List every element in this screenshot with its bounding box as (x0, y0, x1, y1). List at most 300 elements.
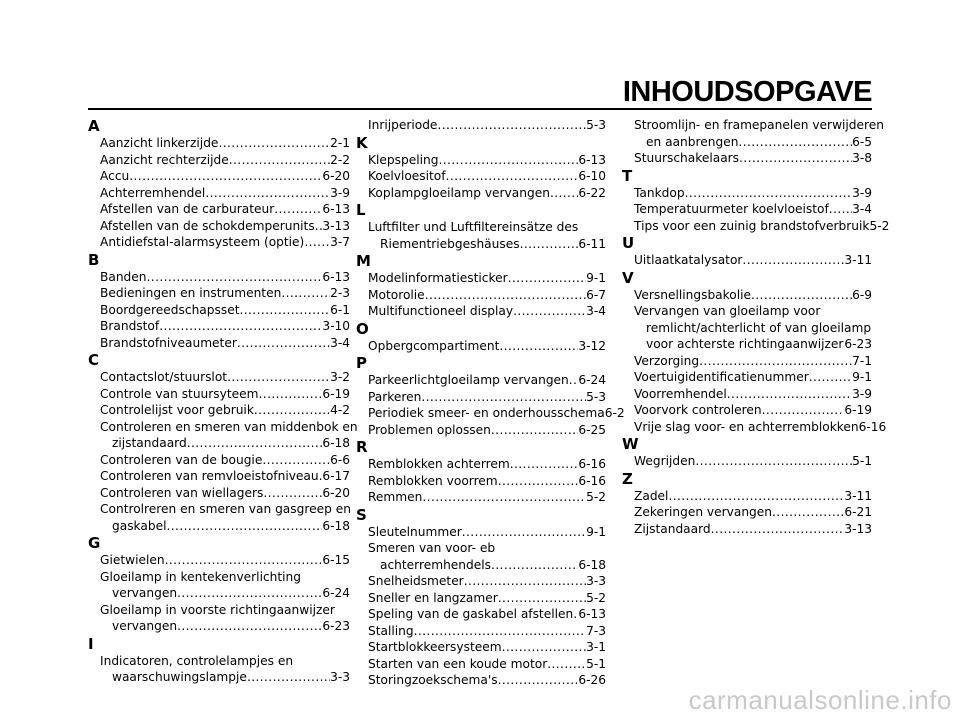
page-number: 6-25 (578, 422, 606, 437)
entry-text: Riementriebgeshäuses (380, 236, 520, 251)
entry-row (88, 669, 350, 686)
dot-leader (520, 236, 579, 253)
page-number: 9-1 (852, 370, 872, 384)
index-entry (622, 521, 872, 538)
entry-row (88, 618, 350, 635)
entry-row (88, 269, 350, 286)
index-entry (88, 369, 350, 386)
dot-leader (498, 590, 586, 607)
page-number: 6-24 (322, 586, 350, 600)
entry-row (88, 468, 350, 485)
page-number: 5-3 (586, 118, 606, 132)
dot-leader (668, 488, 844, 505)
title-rule (88, 108, 872, 110)
index-entry (88, 653, 350, 686)
dot-leader (498, 473, 579, 490)
dot-leader (274, 201, 322, 218)
index-entry (622, 287, 872, 304)
dot-leader (685, 185, 852, 202)
entry-text: Motorolie (368, 287, 425, 302)
page-number: 6-13 (322, 202, 350, 216)
entry-text: Controle van stuursyteem (100, 386, 259, 401)
page-number: 3-13 (844, 521, 872, 536)
entry-text: Sleutelnummer (368, 524, 462, 539)
index-entry (88, 552, 350, 569)
index-entry (356, 287, 606, 304)
entry-row (356, 372, 606, 389)
entry-text: gaskabel (112, 518, 167, 533)
page-number: 2-3 (330, 286, 350, 300)
dot-leader (438, 152, 578, 169)
section-letter: S (356, 505, 367, 524)
entry-row (622, 402, 872, 419)
entry-row (88, 402, 350, 419)
entry-row (622, 252, 872, 269)
entry-text: en aanbrengen (646, 134, 739, 149)
dot-leader (762, 402, 845, 419)
index-entry (356, 540, 606, 573)
entry-row (356, 456, 606, 473)
page-number: 5-1 (586, 656, 606, 671)
index-entry (88, 501, 350, 534)
index-entry (622, 402, 872, 419)
index-entry (88, 302, 350, 319)
entry-text: Versnellingsbakolie (634, 287, 751, 302)
entry-text: Contactslot/stuurslot (100, 370, 228, 384)
entry-row (622, 504, 872, 521)
entry-row (622, 369, 872, 386)
entry-row (356, 338, 606, 355)
page-number: 6-18 (322, 518, 350, 533)
entry-text: Speling van de gaskabel afstellen (368, 607, 574, 621)
entry-row (622, 353, 872, 370)
page-number: 6-18 (578, 557, 606, 572)
index-entry (88, 419, 358, 452)
entry-text: Remmen (368, 490, 423, 504)
entry-row (356, 639, 606, 656)
index-entry (356, 489, 606, 506)
index-column-2 (356, 117, 625, 689)
index-entry (88, 218, 350, 235)
dot-leader (177, 618, 322, 635)
page-number: 6-18 (322, 436, 350, 450)
dot-leader (498, 672, 579, 689)
entry-text: achterremhendels (380, 557, 491, 572)
dot-leader (547, 656, 586, 673)
page-number: 3-2 (330, 370, 350, 384)
page-number: 6-22 (578, 185, 606, 200)
entry-text: Gietwielen (100, 553, 165, 567)
index-entry (622, 117, 885, 150)
page-number: 6-6 (330, 452, 350, 467)
index-entry (356, 656, 606, 673)
dot-leader (508, 270, 586, 287)
entry-row (88, 152, 350, 169)
page-number: 6-2 (604, 406, 625, 420)
entry-text: Stuurschakelaars (634, 151, 740, 165)
dot-leader (159, 318, 322, 335)
index-entry (356, 389, 606, 406)
page-number: 2-2 (330, 152, 350, 167)
index-entry (88, 152, 350, 169)
entry-text: Modelinformatiesticker (368, 271, 508, 285)
page-number: 6-20 (322, 169, 350, 183)
index-entry (356, 639, 606, 656)
dot-leader (711, 521, 845, 538)
index-entry (88, 185, 350, 202)
index-entry (88, 402, 350, 419)
index-entry (88, 201, 350, 218)
entry-text: waarschuwingslampje (112, 670, 247, 684)
page-number: 6-9 (852, 287, 872, 302)
dot-leader (414, 623, 586, 640)
page-number: 6-10 (578, 169, 606, 183)
page-number: 6-13 (322, 269, 350, 284)
entry-row (88, 285, 350, 302)
page-number: 6-19 (844, 403, 872, 417)
section-letter: C (88, 351, 100, 369)
page-number: 3-4 (852, 202, 872, 216)
page-number: 9-1 (586, 524, 606, 539)
entry-text: Controleren van remvloeistofniveau (100, 469, 319, 483)
index-entry (356, 473, 606, 490)
index-entry (356, 623, 606, 640)
dot-leader (569, 372, 579, 389)
entry-row (356, 524, 606, 541)
entry-text: Uitlaatkatalysator (634, 253, 743, 267)
index-entry (356, 456, 606, 473)
index-entry (622, 386, 872, 403)
page-number: 6-23 (322, 619, 350, 633)
index-entry (356, 152, 606, 169)
entry-row (622, 201, 872, 218)
entry-row (356, 473, 606, 490)
index-entry (88, 335, 350, 352)
section-letter: K (356, 133, 368, 152)
entry-row (88, 585, 350, 602)
page-number: 3-13 (322, 218, 350, 233)
entry-text: Periodiek smeer- en onderhousschema (368, 406, 605, 420)
index-entry (88, 386, 350, 403)
section-letter: I (88, 634, 94, 653)
entry-row (356, 623, 606, 640)
page-number: 6-26 (578, 673, 606, 687)
index-entry (622, 419, 887, 436)
index-entry (356, 338, 606, 355)
page-number: 6-13 (578, 607, 606, 621)
entry-row (88, 386, 350, 403)
entry-row (356, 656, 606, 673)
entry-text: Opbergcompartiment (368, 338, 500, 353)
index-entry (88, 569, 350, 602)
entry-text-line: Gloeilamp in voorste richtingaanwijzer (100, 602, 335, 617)
index-entry (88, 485, 350, 502)
dot-leader (165, 552, 323, 569)
dot-leader (491, 557, 578, 574)
entry-row (356, 303, 606, 320)
dot-leader (229, 152, 330, 169)
entry-text: Problemen oplossen (368, 422, 491, 437)
entry-text: Remblokken achterrem (368, 457, 510, 471)
index-entry (356, 606, 606, 623)
entry-text: Controlelijst voor gebruik (100, 403, 254, 417)
index-entry (622, 252, 872, 269)
page-number: 6-16 (858, 419, 887, 434)
index-column-3 (622, 117, 890, 537)
index-entry (622, 201, 872, 218)
index-entry (622, 488, 872, 505)
dot-leader (809, 369, 852, 386)
entry-row (622, 488, 872, 505)
page-number: 6-21 (844, 505, 872, 519)
entry-text: Aanzicht rechterzijde (100, 152, 229, 167)
dot-leader (772, 504, 844, 521)
page-number: 3-12 (578, 338, 606, 353)
entry-text: Zekeringen vervangen (634, 505, 773, 519)
entry-text: Controleren van de bougie (100, 452, 263, 467)
entry-row (88, 185, 350, 202)
entry-text-line: remlicht/achterlicht of van gloeilamp (646, 320, 872, 335)
dot-leader (129, 168, 322, 185)
entry-text-line: Controleren en smeren van middenbok en (100, 419, 358, 434)
entry-text: vervangen (112, 619, 178, 633)
dot-leader (513, 303, 586, 320)
index-entry (88, 452, 350, 469)
entry-row (356, 117, 606, 134)
section-letter: T (622, 166, 633, 185)
page-number: 6-11 (578, 236, 606, 251)
entry-row (356, 590, 606, 607)
entry-row (622, 134, 872, 151)
section-letter: A (88, 117, 100, 135)
entry-text: zijstandaard (112, 436, 187, 450)
dot-leader (751, 287, 852, 304)
entry-text: Klepspeling (368, 152, 439, 167)
dot-leader (218, 135, 330, 152)
entry-text: Voorvork controleren (634, 403, 762, 417)
page-number: 6-20 (322, 485, 350, 500)
index-entry (88, 234, 350, 251)
index-entry (622, 353, 872, 370)
entry-row (88, 135, 350, 152)
page-number: 5-3 (586, 389, 606, 404)
entry-row (356, 270, 606, 287)
entry-row (356, 152, 606, 169)
entry-row (356, 405, 625, 422)
entry-row (88, 201, 350, 218)
entry-row (622, 287, 872, 304)
entry-text: Afstellen van de schokdemperunits (100, 218, 315, 233)
page-number: 7-1 (852, 353, 872, 368)
dot-leader (446, 168, 579, 185)
section-letter: O (356, 319, 369, 338)
entry-text: Stalling (368, 623, 414, 638)
entry-row (622, 521, 872, 538)
entry-row (622, 150, 872, 167)
dot-leader (421, 389, 586, 406)
page-number: 3-4 (586, 304, 606, 318)
dot-leader (425, 287, 586, 304)
entry-row (356, 672, 606, 689)
entry-text: Remblokken voorrem (368, 473, 498, 488)
entry-text: Startblokkeersysteem (368, 640, 502, 654)
dot-leader (462, 524, 586, 541)
index-column-1 (88, 117, 358, 686)
page-number: 3-9 (852, 386, 872, 401)
entry-text: voor achterste richtingaanwijzer (646, 337, 844, 351)
section-letter: U (622, 234, 635, 252)
index-entry (88, 468, 350, 485)
page-number: 3-8 (852, 151, 872, 165)
index-entry (622, 218, 890, 235)
index-entry (622, 369, 872, 386)
index-entry (356, 270, 606, 287)
index-entry (356, 185, 606, 202)
dot-leader (829, 201, 852, 218)
index-entry (356, 590, 606, 607)
dot-leader (699, 353, 852, 370)
entry-text: Parkeren (368, 389, 422, 404)
page-number: 3-4 (330, 335, 350, 350)
entry-row (88, 302, 350, 319)
entry-text: Inrijperiode (368, 118, 438, 132)
page-number: 5-1 (852, 454, 872, 468)
entry-text-line: Vervangen van gloeilamp voor (634, 304, 821, 318)
entry-text-line: Indicatoren, controlelampjes en (100, 653, 294, 668)
entry-text: Brandstofniveaumeter (100, 335, 237, 350)
entry-text: Koelvloesitof (368, 169, 446, 183)
entry-row (356, 236, 606, 253)
entry-text: Voorremhendel (634, 386, 727, 401)
entry-text: Voertuigidentificatienummer (634, 370, 809, 384)
dot-leader (422, 489, 586, 506)
entry-text: Temperatuurmeter koelvloeistof (634, 202, 829, 216)
dot-leader (510, 456, 579, 473)
dot-leader (738, 134, 852, 151)
section-letter: V (622, 268, 634, 287)
entry-row (88, 552, 350, 569)
page-number: 6-17 (322, 469, 350, 483)
entry-text: Multifunctioneel display (368, 304, 514, 318)
dot-leader (281, 285, 330, 302)
entry-text: Tips voor een zuinig brandstofverbruik (634, 218, 870, 233)
page-number: 2-1 (330, 136, 350, 150)
dot-leader (491, 422, 578, 439)
page-number: 5-2 (586, 490, 606, 504)
entry-text: Zijstandaard (634, 521, 711, 536)
entry-text: Starten van een koude motor (368, 656, 548, 671)
page-number: 6-15 (322, 553, 350, 567)
section-letter: P (356, 354, 367, 372)
entry-row (88, 452, 350, 469)
entry-row (622, 336, 872, 353)
index-entry (88, 318, 350, 335)
entry-text: Sneller en langzamer (368, 590, 498, 605)
index-entry (356, 524, 606, 541)
entry-text: Aanzicht linkerzijde (100, 136, 219, 150)
entry-row (622, 185, 872, 202)
page-number: 3-3 (330, 670, 350, 684)
entry-row (622, 386, 872, 403)
page-number: 6-16 (578, 457, 606, 471)
dot-leader (742, 252, 844, 269)
index-entry (356, 405, 625, 422)
dot-leader (550, 185, 578, 202)
entry-text: Boordgereedschapsset (100, 302, 240, 317)
page-number: 3-11 (844, 488, 872, 503)
entry-text: vervangen (112, 586, 178, 600)
entry-text: Parkeerlichtgloeilamp vervangen (368, 373, 569, 387)
index-entry (622, 303, 872, 353)
entry-row (356, 168, 606, 185)
entry-row (356, 287, 606, 304)
page-number: 3-10 (322, 319, 350, 333)
page-number: 3-9 (852, 185, 872, 200)
entry-text-line: Stroomlijn- en framepanelen verwijderen (634, 118, 885, 132)
entry-text: Bedieningen en instrumenten (100, 286, 282, 300)
index-entry (356, 422, 606, 439)
page-number: 6-1 (330, 302, 350, 317)
entry-text: Afstellen van de carburateur (100, 202, 275, 216)
entry-row (356, 489, 606, 506)
dot-leader (227, 369, 330, 386)
index-entry (356, 219, 606, 252)
dot-leader (262, 452, 330, 469)
entry-text: Tankdop (634, 185, 685, 200)
entry-text: Verzorging (634, 353, 700, 368)
entry-row (356, 185, 606, 202)
entry-text: Koplampgloeilamp vervangen (368, 185, 550, 200)
entry-text-line: Gloeilamp in kentekenverlichting (100, 569, 302, 584)
section-letter: R (356, 438, 368, 456)
entry-row (88, 234, 350, 251)
watermark: carmanualsonline.info (688, 685, 952, 715)
index-entry (622, 150, 872, 167)
entry-text: Accu (100, 169, 130, 183)
dot-leader (315, 218, 323, 235)
page-number: 6-24 (578, 373, 606, 387)
section-letter: W (622, 435, 639, 453)
dot-leader (739, 150, 852, 167)
dot-leader (263, 485, 322, 502)
entry-row (88, 485, 350, 502)
page-number: 6-13 (578, 152, 606, 167)
entry-row (88, 518, 350, 535)
dot-leader (254, 402, 330, 419)
section-letter: G (88, 534, 101, 552)
entry-row (88, 168, 350, 185)
entry-row (622, 218, 890, 235)
page-number: 3-11 (844, 253, 872, 267)
entry-text: Banden (100, 269, 147, 284)
dot-leader (695, 453, 852, 470)
section-letter: M (356, 252, 371, 270)
index-entry (356, 168, 606, 185)
page-number: 4-2 (330, 403, 350, 417)
page-number: 5-2 (869, 218, 890, 233)
page-number: 3-3 (586, 574, 606, 588)
index-entry (88, 285, 350, 302)
dot-leader (304, 234, 330, 251)
dot-leader (727, 386, 852, 403)
page-number: 6-7 (586, 287, 606, 302)
section-letter: Z (622, 469, 633, 488)
index-entry (356, 303, 606, 320)
index-entry (88, 269, 350, 286)
entry-row (88, 435, 350, 452)
page-number: 3-7 (330, 235, 350, 249)
page-number: 6-19 (322, 386, 350, 401)
